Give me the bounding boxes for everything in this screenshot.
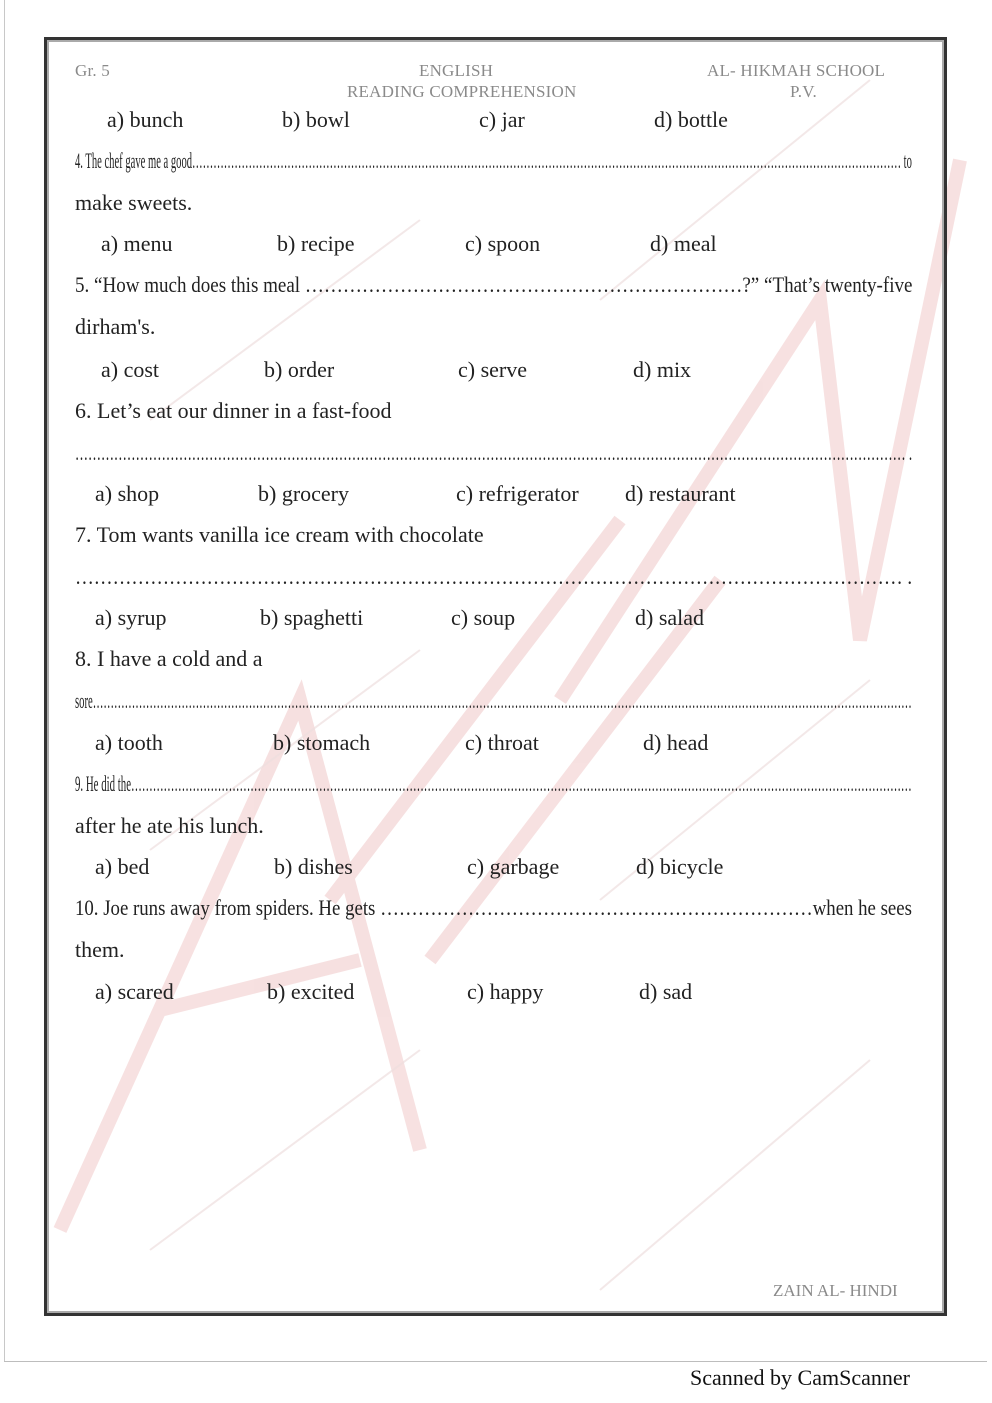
school-sub: P.V. bbox=[790, 82, 817, 101]
q4-option-b: b) recipe bbox=[277, 231, 355, 256]
q8-option-d: d) head bbox=[643, 730, 709, 755]
q10-option-b: b) excited bbox=[267, 979, 355, 1004]
subject-label: ENGLISH bbox=[419, 61, 494, 80]
q7-line-2: …………………………………………………………………………………………………………………… . bbox=[75, 564, 913, 589]
scan-edge-left bbox=[4, 0, 5, 1362]
q5-line-2: dirham's. bbox=[75, 314, 156, 339]
scanner-note: Scanned by CamScanner bbox=[690, 1365, 910, 1390]
q5-line-1: 5. “How much does this meal ……………………………………………………………?” “That’s twenty-five bbox=[75, 272, 913, 297]
q9-line-2: after he ate his lunch. bbox=[75, 813, 264, 838]
page-frame bbox=[44, 37, 947, 1316]
q8-option-a: a) tooth bbox=[95, 730, 163, 755]
q10-line-2: them. bbox=[75, 937, 125, 962]
q9-option-c: c) garbage bbox=[467, 854, 560, 879]
author-name: ZAIN AL- HINDI bbox=[773, 1281, 898, 1300]
q4-option-d: d) meal bbox=[650, 231, 717, 256]
q6-option-d: d) restaurant bbox=[625, 481, 736, 506]
q5-option-a: a) cost bbox=[101, 357, 160, 382]
section-label: READING COMPREHENSION bbox=[347, 82, 577, 101]
q6-option-c: c) refrigerator bbox=[456, 481, 579, 506]
q5-option-c: c) serve bbox=[458, 357, 528, 382]
q3-option-b: b) bowl bbox=[282, 107, 350, 132]
q3-option-d: d) bottle bbox=[654, 107, 728, 132]
q7-option-b: b) spaghetti bbox=[260, 605, 364, 630]
q8-option-b: b) stomach bbox=[273, 730, 371, 755]
q6-option-b: b) grocery bbox=[258, 481, 350, 506]
q4-option-c: c) spoon bbox=[465, 231, 541, 256]
q9-line-1: 9. He did the……………………………………………………………………………………………………………………………………………………………………………………………… bbox=[75, 771, 912, 796]
q5-option-b: b) order bbox=[264, 357, 335, 382]
q8-option-c: c) throat bbox=[465, 730, 539, 755]
q7-option-a: a) syrup bbox=[95, 605, 167, 630]
q4-line-1: 4. The chef gave me a good………………………………………………………………………………………………………………………………………………………………………………… to bbox=[75, 148, 912, 173]
q10-option-d: d) sad bbox=[639, 979, 693, 1004]
q7-option-c: c) soup bbox=[451, 605, 516, 630]
q9-option-b: b) dishes bbox=[274, 854, 353, 879]
q10-option-c: c) happy bbox=[467, 979, 544, 1004]
q3-option-c: c) jar bbox=[479, 107, 525, 132]
q8-line-2: sore…………………………………………………………………………………………………………………………………………………………………………………………………………… bbox=[75, 688, 912, 713]
q5-option-d: d) mix bbox=[633, 357, 692, 382]
q10-line-1: 10. Joe runs away from spiders. He gets ……………………………………………………………when he sees bbox=[75, 895, 912, 920]
scan-edge-bottom bbox=[4, 1361, 987, 1362]
q7-option-d: d) salad bbox=[635, 605, 705, 630]
q7-line-1: 7. Tom wants vanilla ice cream with chocolate bbox=[75, 522, 484, 547]
q4-line-2: make sweets. bbox=[75, 190, 193, 215]
q6-line-2: ………………………………………………………………………………………………………………………………………………………………………… . bbox=[75, 440, 913, 465]
q6-line-1: 6. Let’s eat our dinner in a fast-food bbox=[75, 398, 392, 423]
q9-option-d: d) bicycle bbox=[636, 854, 724, 879]
q4-option-a: a) menu bbox=[101, 231, 173, 256]
q3-option-a: a) bunch bbox=[107, 107, 184, 132]
q6-option-a: a) shop bbox=[95, 481, 160, 506]
q9-option-a: a) bed bbox=[95, 854, 150, 879]
grade-label: Gr. 5 bbox=[75, 61, 110, 80]
q8-line-1: 8. I have a cold and a bbox=[75, 646, 263, 671]
school-name: AL- HIKMAH SCHOOL bbox=[707, 61, 886, 80]
q10-option-a: a) scared bbox=[95, 979, 174, 1004]
